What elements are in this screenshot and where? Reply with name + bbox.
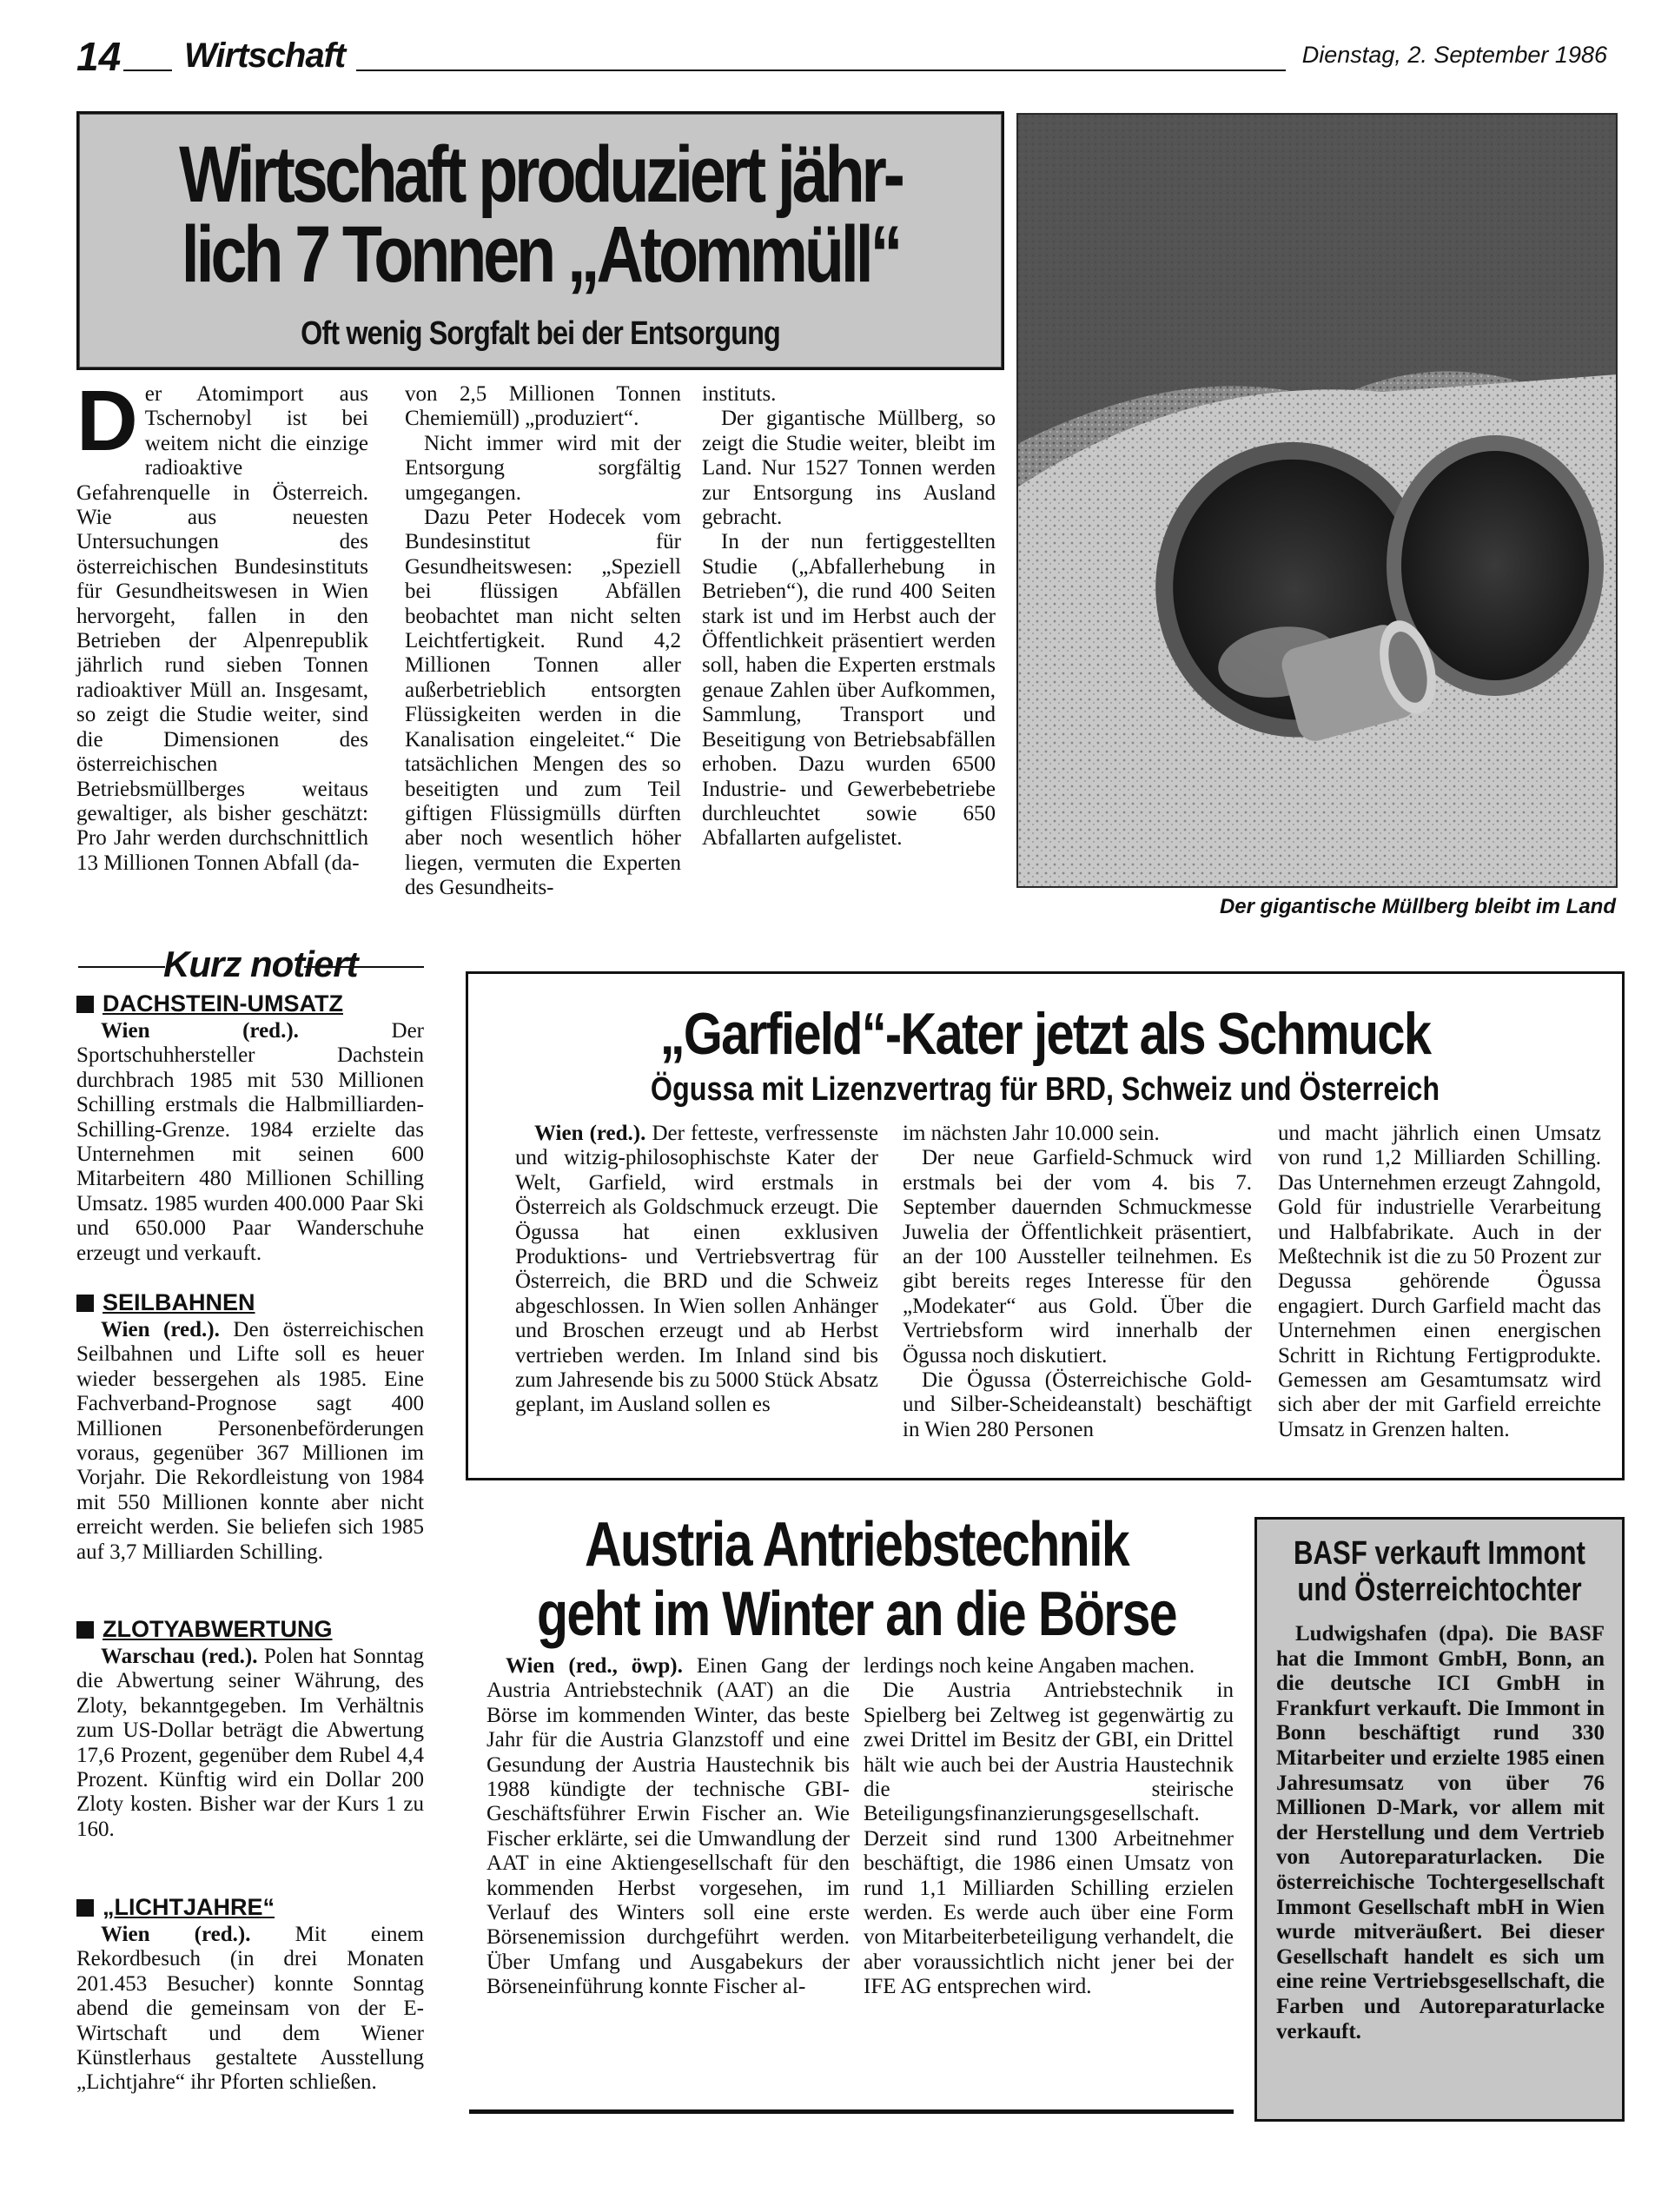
article-column-3 xyxy=(702,382,996,851)
article-subheadline: Oft wenig Sorgfalt bei der Entsorgung xyxy=(301,315,780,352)
garfield-column-3 xyxy=(1278,1122,1601,1442)
dateline: Wien (red.). xyxy=(101,1923,251,1946)
bullet-square-icon xyxy=(76,1899,94,1917)
garfield-column-2 xyxy=(903,1122,1252,1442)
paragraph: Einen Gang der Austria Antriebstechnik (AAT) an die Börse im kommenden Winter, das beste Jahr für die Austria Glanzstoff und eine Gesundung der Austria Haustechnik bis 1988 kündigte der technische GBI-Geschäftsführer Erwin Fischer an. Wie Fischer erklärte, sei die Umwandlung der AAT in eine Aktiengesellschaft für den kommenden Herbst vorgesehen, im Verlauf des Winters soll eine erste Börsenemission durchgeführt werden. Über Umfang und Ausgabekurs der Börseneinführung konnte Fischer al- xyxy=(486,1654,850,1999)
paragraph: Die Ögussa (Österreichische Gold- und Silber-Scheideanstalt) beschäftigt in Wien 280 Personen xyxy=(903,1368,1252,1441)
article-column-2 xyxy=(405,382,681,901)
kurz-item xyxy=(76,1616,424,1842)
article-headline xyxy=(162,130,919,299)
headline-box xyxy=(76,111,1004,370)
masthead-rule-left xyxy=(123,70,172,71)
basf-article-box xyxy=(1254,1517,1625,2122)
headline-line-2: und Österreichtochter xyxy=(1297,1572,1582,1608)
paragraph: Der gigantische Müllberg, so zeigt die Studie weiter, bleibt im Land. Nur 1527 Tonnen werden zur Entsorgung ins Ausland gebracht. xyxy=(702,407,996,530)
kurz-heading: „LICHTJAHRE“ xyxy=(76,1894,424,1921)
bullet-square-icon xyxy=(76,1621,94,1639)
drop-cap: D xyxy=(76,373,138,468)
headline-line-1: BASF verkauft Immont xyxy=(1294,1535,1585,1572)
kurz-text: Polen hat Sonntag die Abwertung seiner Währung, des Zloty, bekanntgegeben. Im Verhältnis zum US-Dollar beträgt die Abwertung 17,6 Prozent, gegenüber dem Rubel 4,4 Prozent. Künftig wird ein Dollar 200 Zloty kosten. Bisher war der Kurs 1 zu 160. xyxy=(76,1645,424,1841)
paragraph: instituts. xyxy=(702,382,777,406)
austria-column-2 xyxy=(864,1654,1234,2000)
dateline: Wien (red., öwp). xyxy=(506,1654,683,1678)
headline-line-1: Wirtschaft produziert jähr- xyxy=(179,130,902,219)
section-title: Wirtschaft xyxy=(184,36,346,75)
paragraph: Die Austria Antriebstechnik in Spielberg bei Zeltweg ist gegenwärtig zu zwei Drittel im Besitz der GBI, ein Drittel hält wie auch bei der Austria Haustechnik die steirische Beteiligungsfinanzierungsgesellschaft. Derzeit sind rund 1300 Arbeitnehmer beschäftigt, die 1986 einen Umsatz von rund 1,1 Milliarden Schilling erzielen werden. Es werde auch über eine Form von Mitarbeiterbeteiligung verhandelt, die aber voraussichtlich nicht jener bei der IFE AG entsprechen wird. xyxy=(864,1679,1234,1999)
dateline: Wien (red.). xyxy=(101,1019,299,1043)
kurz-notiert-title: Kurz notiert xyxy=(163,944,358,984)
kurz-text: Der Sportschuhhersteller Dachstein durchbrach 1985 mit 530 Millionen Schilling erstmals die Halbmilliarden-Schilling-Grenze. 1984 erzielte das Unternehmen mit seinen 600 Mitarbeitern 480 Millionen Schilling Umsatz. 1985 wurden 400.000 Paar Ski und 650.000 Paar Wanderschuhe erzeugt und verkauft. xyxy=(76,1019,424,1265)
kurz-rule-right xyxy=(304,966,424,968)
kurz-text: Den österreichischen Seilbahnen und Lifte soll es heuer wieder bessergehen als 1985. Eine Fachverband-Prognose sagt 400 Millionen Personenbeförderungen voraus, gegenüber 367 Millionen im Vorjahr. Die Rekordleistung von 1984 mit 550 Millionen konnte aber nicht erreicht werden. Sie beliefen sich 1985 auf 3,7 Milliarden Schilling. xyxy=(76,1318,425,1564)
barrels-illustration xyxy=(1017,114,1617,887)
kurz-text: Mit einem Rekordbesuch (in drei Monaten 201.453 Besucher) konnte Sonntag abend die gemeinsam von der E-Wirtschaft und dem Wiener Künstlerhaus gestaltete Ausstellung „Lichtjahre“ ihr Pforten schließen. xyxy=(76,1923,424,2095)
kurz-item xyxy=(76,990,424,1266)
kurz-heading: DACHSTEIN-UMSATZ xyxy=(76,990,424,1017)
bottom-rule xyxy=(469,2109,1234,2114)
landfill-photo xyxy=(1016,113,1618,888)
column-1-text: er Atomimport aus Tschernobyl ist bei weitem nicht die einzige radioaktive Gefahrenquelle in Österreich. Wie aus neuesten Untersuchungen des österreichischen Bundesinstituts für Gesundheitswesen in Wien hervorgeht, fallen in den Betrieben der Alpenrepublik jährlich rund sieben Tonnen radioaktiver Müll an. Insgesamt, so zeigt die Studie weiter, sind die Dimensionen des österreichischen Betriebsmüllberges weitaus gewaltiger, als bisher geschätzt: Pro Jahr werden durchschnittlich 13 Millionen Tonnen Abfall (da- xyxy=(76,382,368,875)
headline-line-2: geht im Winter an die Börse xyxy=(537,1580,1176,1649)
dateline: Warschau (red.). xyxy=(101,1645,258,1668)
paragraph: Dazu Peter Hodecek vom Bundesinstitut für Gesundheitswesen: „Speziell bei flüssigen Abfällen beobachtet man nicht selten Leichtfertigkeit. Rund 4,2 Millionen Tonnen aller außerbetrieblich entsorgten Flüssigkeiten werden in die Kanalisation eingeleitet.“ Die tatsächlichen Mengen des so beseitigten und zum Teil giftigen Flüssigmülls dürften aber noch wesentlich höher liegen, vermuten die Experten des Gesundheits- xyxy=(405,506,681,900)
kurz-rule-left xyxy=(78,966,165,968)
austria-headline xyxy=(536,1510,1177,1649)
headline-line-1: Austria Antriebstechnik xyxy=(584,1510,1129,1580)
page-number: 14 xyxy=(76,34,122,79)
paragraph: Ludwigshafen (dpa). Die BASF hat die Immont GmbH, Bonn, an die deutsche ICI GmbH in Frankfurt verkauft. Die Immont in Bonn beschäftigt rund 330 Mitarbeiter und erzielte 1985 einen Jahresumsatz von über 76 Millionen D-Mark, vor allem mit der Herstellung und dem Vertrieb von Autoreparaturlacken. Die österreichische Tochtergesellschaft Immont Gesellschaft mbH in Wien wurde mitveräußert. Bei dieser Gesellschaft handelt es sich um eine reine Vertriebsgesellschaft, die Farben und Autoreparaturlacke verkauft. xyxy=(1276,1622,1605,2043)
kurz-heading: SEILBAHNEN xyxy=(76,1289,424,1316)
garfield-article-box xyxy=(466,971,1625,1480)
bullet-square-icon xyxy=(76,1295,94,1312)
photo-caption: Der gigantische Müllberg bleibt im Land xyxy=(1219,895,1616,918)
dateline: Wien (red.). xyxy=(534,1122,646,1145)
basf-text xyxy=(1276,1622,1605,2044)
basf-headline xyxy=(1290,1535,1589,1608)
masthead-date: Dienstag, 2. September 1986 xyxy=(1301,42,1607,68)
austria-column-1 xyxy=(486,1654,850,2000)
garfield-headline: „Garfield“-Kater jetzt als Schmuck xyxy=(659,1001,1431,1067)
paragraph: lerdings noch keine Angaben machen. xyxy=(864,1654,1195,1678)
paragraph: In der nun fertiggestellten Studie („Abfallerhebung in Betrieben“), die rund 400 Seiten stark ist und im Herbst auch der Öffentlichkeit präsentiert werden soll, haben die Experten erstmals genaue Zahlen über Aufkommen, Sammlung, Transport und Beseitigung von Betriebsabfällen erhoben. Dazu wurden 6500 Industrie- und Gewerbebetriebe durchleuchtet sowie 650 Abfallarten aufgelistet. xyxy=(702,530,996,851)
kurz-heading: ZLOTYABWERTUNG xyxy=(76,1616,424,1643)
paragraph: Der neue Garfield-Schmuck wird erstmals bei der vom 4. bis 7. September dauernden Schmuckmesse Juwelia der Öffentlichkeit präsentiert, an der 100 Aussteller teilnehmen. Es gibt bereits reges Interesse für den „Modekater“ aus Gold. Über die Vertriebsform wird innerhalb der Ögussa noch diskutiert. xyxy=(903,1146,1252,1368)
paragraph: Nicht immer wird mit der Entsorgung sorgfältig umgegangen. xyxy=(405,431,681,505)
garfield-column-1 xyxy=(515,1122,878,1418)
paragraph: im nächsten Jahr 10.000 sein. xyxy=(903,1122,1160,1145)
kurz-item xyxy=(76,1894,424,2096)
paragraph: von 2,5 Millionen Tonnen Chemiemüll) „produziert“. xyxy=(405,382,681,431)
headline-line-2: lich 7 Tonnen „Atommüll“ xyxy=(181,210,900,299)
garfield-subheadline: Ögussa mit Lizenzvertrag für BRD, Schweiz und Österreich xyxy=(650,1071,1440,1108)
bullet-square-icon xyxy=(76,996,94,1013)
paragraph: und macht jährlich einen Umsatz von rund 1,2 Milliarden Schilling. Das Unternehmen erzeugt Zahngold, Gold für industrielle Verarbeitung und Halbfabrikate. Auch in der Meßtechnik ist die zu 50 Prozent zur Degussa gehörende Ögussa engagiert. Durch Garfield macht das Unternehmen einen energischen Schritt in Richtung Fertigprodukte. Gemessen am Gesamtumsatz wird sich aber der mit Garfield erreichte Umsatz in Grenzen halten. xyxy=(1278,1122,1601,1441)
article-column-1 xyxy=(76,373,368,876)
kurz-item xyxy=(76,1289,424,1565)
masthead-rule xyxy=(356,70,1286,71)
paragraph: Der fetteste, verfressenste und witzig-philosophischste Kater der Welt, Garfield, wird erstmals in Österreich als Goldschmuck erzeugt. Die Ögussa hat einen exklusiven Produktions- und Vertriebsvertrag für Österreich, die BRD und die Schweiz abgeschlossen. In Wien sollen Anhänger und Broschen erzeugt und ab Herbst vertrieben werden. Im Inland sind bis zum Jahresende bis zu 5000 Stück Absatz geplant, im Ausland sollen es xyxy=(515,1122,878,1417)
dateline: Wien (red.). xyxy=(101,1318,220,1341)
